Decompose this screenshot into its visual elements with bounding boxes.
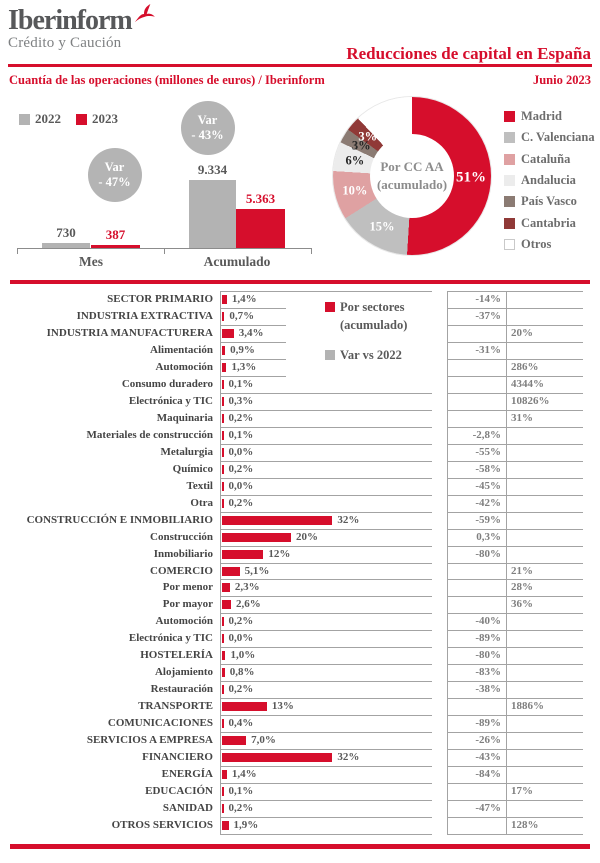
sector-bar — [222, 499, 224, 508]
legend-label: Cataluña — [521, 151, 571, 166]
sector-bar — [222, 600, 231, 609]
sectors-legend — [325, 298, 407, 364]
legend-swatch — [504, 175, 515, 186]
sector-bar — [222, 363, 226, 372]
var-bubble-line2: - 47% — [98, 175, 131, 189]
legend-item-por-sectores — [325, 298, 407, 316]
var-row-separator — [447, 834, 583, 835]
sector-value: 32% — [337, 751, 360, 764]
sector-value: 0,2% — [228, 462, 254, 475]
sector-value: 0,2% — [228, 802, 254, 815]
sector-var-value: 20% — [511, 326, 533, 339]
sector-var-value: -55% — [475, 445, 501, 458]
sector-var-value: -47% — [475, 802, 501, 815]
var-bubble-line1: Var — [197, 113, 218, 127]
sector-var-value: -37% — [475, 309, 501, 322]
sector-var-value: 4344% — [511, 377, 544, 390]
legend-label: Andalucia — [521, 173, 576, 188]
row-separator — [220, 512, 432, 513]
donut-slice-label: 3% — [351, 138, 371, 153]
bar-acumulado-2023 — [236, 209, 285, 248]
legend-label-var: Var vs 2022 — [340, 347, 402, 362]
sector-bar — [222, 753, 332, 762]
legend-swatch — [504, 111, 515, 122]
sector-value: 7,0% — [251, 734, 276, 747]
legend-item-2022 — [19, 111, 61, 127]
sector-value: 0,2% — [228, 615, 254, 628]
legend-item-andalucia — [504, 170, 595, 191]
sector-label: CONSTRUCCIÓN E INMOBILIARIO — [26, 513, 213, 526]
sector-var-value: -26% — [475, 734, 501, 747]
axis-tick — [164, 248, 165, 254]
legend-item-catalu-a — [504, 149, 595, 170]
donut-slice-label: 51% — [455, 169, 486, 186]
row-separator — [220, 834, 432, 835]
sector-var-value: -45% — [475, 479, 501, 492]
sector-label: SANIDAD — [162, 802, 213, 815]
legend-label: Madrid — [521, 109, 562, 124]
table-top-border — [220, 291, 432, 292]
sector-value: 0,0% — [228, 445, 254, 458]
var-bubble — [181, 101, 235, 155]
legend-item-madrid — [504, 106, 595, 127]
legend-item-var — [325, 346, 407, 364]
sector-label: Inmobiliario — [153, 547, 213, 560]
sector-label: Alimentación — [150, 343, 213, 356]
sector-label: Químico — [172, 462, 213, 475]
sector-bar — [222, 567, 240, 576]
sector-value: 32% — [337, 513, 360, 526]
donut-center-line1: Por CC AA — [380, 159, 444, 175]
sector-value: 0,0% — [228, 632, 254, 645]
sector-value: 1,4% — [231, 768, 257, 781]
sector-label: Construcción — [150, 530, 213, 543]
row-separator — [220, 529, 432, 530]
bar-value-label: 387 — [105, 227, 126, 242]
sector-value: 2,3% — [234, 581, 260, 594]
logo-bird-icon — [133, 4, 155, 24]
bar-mes-2022 — [42, 243, 90, 248]
donut-slice-label: 10% — [342, 183, 368, 198]
legend-label-2023: 2023 — [92, 111, 118, 126]
legend-item-cantabria — [504, 212, 595, 233]
var-bubble-line1: Var — [104, 160, 125, 174]
legend-item-pa-s-vasco — [504, 191, 595, 212]
sector-label: ENERGÍA — [161, 768, 213, 781]
sector-label: EDUCACIÓN — [145, 785, 213, 798]
sector-bar — [222, 550, 263, 559]
sector-bar — [222, 312, 224, 321]
legend-item-2023 — [76, 111, 118, 127]
ccaa-donut-chart — [333, 97, 491, 255]
sector-bar — [222, 465, 224, 474]
bar-value-label: 9.334 — [197, 162, 228, 177]
sector-var-value: 17% — [511, 785, 533, 798]
sector-var-value: -2,8% — [472, 428, 501, 441]
sector-value: 0,4% — [228, 717, 254, 730]
sector-value: 0,8% — [229, 666, 255, 679]
row-separator — [220, 698, 432, 699]
sector-var-value: -80% — [475, 649, 501, 662]
sector-var-value: -40% — [475, 615, 501, 628]
sector-var-value: 286% — [511, 360, 539, 373]
sector-label: TRANSPORTE — [138, 700, 213, 713]
sector-label: Automoción — [155, 360, 213, 373]
sector-bar — [222, 685, 224, 694]
sector-bar — [222, 533, 291, 542]
sector-bar — [222, 583, 230, 592]
sector-bar — [222, 651, 225, 660]
var-bubble — [88, 148, 142, 202]
sector-var-value: -31% — [475, 343, 501, 356]
period-label: Junio 2023 — [532, 73, 591, 87]
sector-value: 2,6% — [235, 598, 261, 611]
sector-value: 0,1% — [228, 428, 254, 441]
sector-value: 1,0% — [230, 649, 256, 662]
sector-var-value: 21% — [511, 564, 533, 577]
sector-label: INDUSTRIA MANUFACTURERA — [46, 326, 213, 339]
row-separator — [220, 546, 432, 547]
sector-bar — [222, 380, 224, 389]
sector-bar — [222, 736, 246, 745]
sector-value: 0,7% — [229, 309, 255, 322]
sector-var-value: 10826% — [511, 394, 550, 407]
sector-value: 3,4% — [238, 326, 264, 339]
var-bubble-line2: - 43% — [191, 128, 224, 142]
sector-var-value: 0,3% — [476, 530, 501, 543]
sector-value: 13% — [271, 700, 294, 713]
sector-value: 0,2% — [228, 683, 254, 696]
sector-value: 20% — [296, 530, 318, 543]
sector-bar — [222, 702, 267, 711]
bar-mes-2023 — [91, 245, 140, 248]
chart-subtitle: Cuantía de las operaciones (millones de euros) / Iberinform — [9, 73, 325, 87]
sector-value: 0,3% — [228, 394, 254, 407]
row-separator — [220, 749, 432, 750]
legend-label: Otros — [521, 236, 552, 251]
sector-label: Metalurgia — [160, 445, 213, 458]
sector-label: INDUSTRIA EXTRACTIVA — [76, 309, 213, 322]
bar-value-label: 730 — [56, 224, 76, 240]
sector-var-value: -58% — [475, 462, 501, 475]
sector-value: 1,3% — [231, 360, 257, 373]
bar-value-label: 5.363 — [245, 190, 276, 206]
sector-label: Otra — [190, 496, 213, 509]
sector-value: 0,2% — [228, 411, 254, 424]
legend-swatch — [504, 154, 515, 165]
sector-value: 5,1% — [244, 564, 270, 577]
sector-label: FINANCIERO — [142, 751, 213, 764]
sector-var-value: -14% — [475, 293, 501, 305]
sector-label: Por mayor — [162, 598, 213, 611]
sector-var-value: -83% — [475, 666, 501, 679]
legend-swatch — [504, 239, 515, 250]
sector-var-value: -89% — [475, 632, 501, 645]
sector-bar — [222, 804, 224, 813]
sector-bar — [222, 397, 224, 406]
logo-tagline: Crédito y Caución — [8, 35, 122, 51]
sector-value: 0,9% — [230, 343, 255, 356]
sector-var-value: 1886% — [511, 700, 544, 713]
donut-center-line2: (acumulado) — [376, 177, 448, 192]
sector-bar — [222, 668, 225, 677]
sector-value: 1,4% — [231, 293, 257, 305]
sector-label: Por menor — [162, 581, 213, 594]
donut-slice-label: 15% — [369, 219, 395, 234]
sector-bar — [222, 295, 227, 304]
sector-bar — [222, 617, 224, 626]
sector-label: COMUNICACIONES — [107, 717, 213, 730]
bar-acumulado-2022 — [189, 180, 236, 248]
category-label: Mes — [79, 254, 103, 269]
sector-label: Restauración — [150, 683, 213, 696]
legend-swatch-2022 — [19, 114, 30, 125]
sector-label: Consumo duradero — [121, 377, 213, 390]
sector-bar — [222, 516, 332, 525]
sector-var-value: -59% — [475, 513, 501, 526]
sector-var-value: -84% — [475, 768, 501, 781]
sector-value: 12% — [268, 547, 291, 560]
bottom-divider — [10, 844, 590, 849]
legend-sublabel-sectores: (acumulado) — [340, 318, 408, 332]
sector-var-value: -42% — [475, 496, 501, 509]
sector-bar — [222, 448, 224, 457]
donut-slice-label: 6% — [345, 153, 365, 168]
operations-bar-chart — [0, 95, 330, 280]
sector-bar — [222, 346, 225, 355]
page-title: Reducciones de capital en España — [346, 44, 591, 63]
sector-var-value: 31% — [511, 411, 533, 424]
category-label: Acumulado — [203, 254, 271, 269]
sector-bar — [222, 431, 224, 440]
sector-label: Alojamiento — [154, 666, 213, 679]
legend-item-otros — [504, 234, 595, 255]
sector-label: Electrónica y TIC — [128, 394, 213, 407]
sectors-chart — [0, 291, 600, 835]
sector-value: 0,1% — [228, 785, 254, 798]
sector-label: Textil — [186, 479, 213, 492]
sector-bar — [222, 770, 227, 779]
legend-item-c-valenciana — [504, 127, 595, 148]
legend-swatch-2023 — [76, 114, 87, 125]
sector-label: COMERCIO — [150, 564, 213, 577]
sector-bar — [222, 414, 224, 423]
sector-var-value: -80% — [475, 547, 501, 560]
sector-var-value: 36% — [511, 598, 533, 611]
sector-label: Electrónica y TIC — [128, 632, 213, 645]
legend-swatch-var — [325, 350, 335, 360]
sector-value: 1,9% — [233, 819, 259, 832]
sector-var-value: -89% — [475, 717, 501, 730]
sector-bar — [222, 482, 224, 491]
header-divider — [8, 64, 592, 67]
section-divider — [10, 280, 590, 284]
sector-label: SECTOR PRIMARIO — [107, 293, 213, 305]
sector-bar — [222, 634, 224, 643]
donut-slice-label: 3% — [358, 129, 378, 144]
var-table-top-border — [447, 291, 583, 292]
legend-label: Cantabria — [521, 215, 576, 230]
legend-label-2022: 2022 — [35, 111, 61, 126]
sector-bar — [222, 787, 224, 796]
sector-bar — [222, 821, 229, 830]
sector-label: Materiales de construcción — [86, 428, 213, 441]
sector-var-value: 128% — [511, 819, 539, 832]
legend-label: País Vasco — [521, 194, 577, 209]
sector-label: HOSTELERÍA — [140, 649, 213, 662]
donut-center-label — [370, 134, 454, 218]
sector-var-value: -43% — [475, 751, 501, 764]
sector-value: 0,2% — [228, 496, 254, 509]
sector-label: OTROS SERVICIOS — [111, 819, 213, 832]
legend-swatch — [504, 132, 515, 143]
axis-tick — [311, 248, 312, 254]
axis-tick — [17, 248, 18, 254]
sector-label: Automoción — [155, 615, 213, 628]
sector-value: 0,0% — [228, 479, 254, 492]
sector-var-value: -38% — [475, 683, 501, 696]
sector-bar — [222, 329, 234, 338]
legend-label: C. Valenciana — [521, 130, 595, 145]
legend-swatch-sectores — [325, 302, 335, 312]
sector-label: SERVICIOS A EMPRESA — [86, 734, 213, 747]
sector-var-value: 28% — [511, 581, 533, 594]
bar-chart-legend — [19, 111, 118, 127]
legend-label-sectores: Por sectores — [340, 299, 405, 314]
legend-swatch — [504, 196, 515, 207]
legend-swatch — [504, 218, 515, 229]
ccaa-legend — [504, 106, 595, 255]
sector-label: Maquinaria — [156, 411, 213, 424]
sector-value: 0,1% — [228, 377, 254, 390]
iberinform-logo — [8, 6, 155, 52]
sector-bar — [222, 719, 224, 728]
logo-wordmark: Iberinform — [8, 5, 132, 36]
